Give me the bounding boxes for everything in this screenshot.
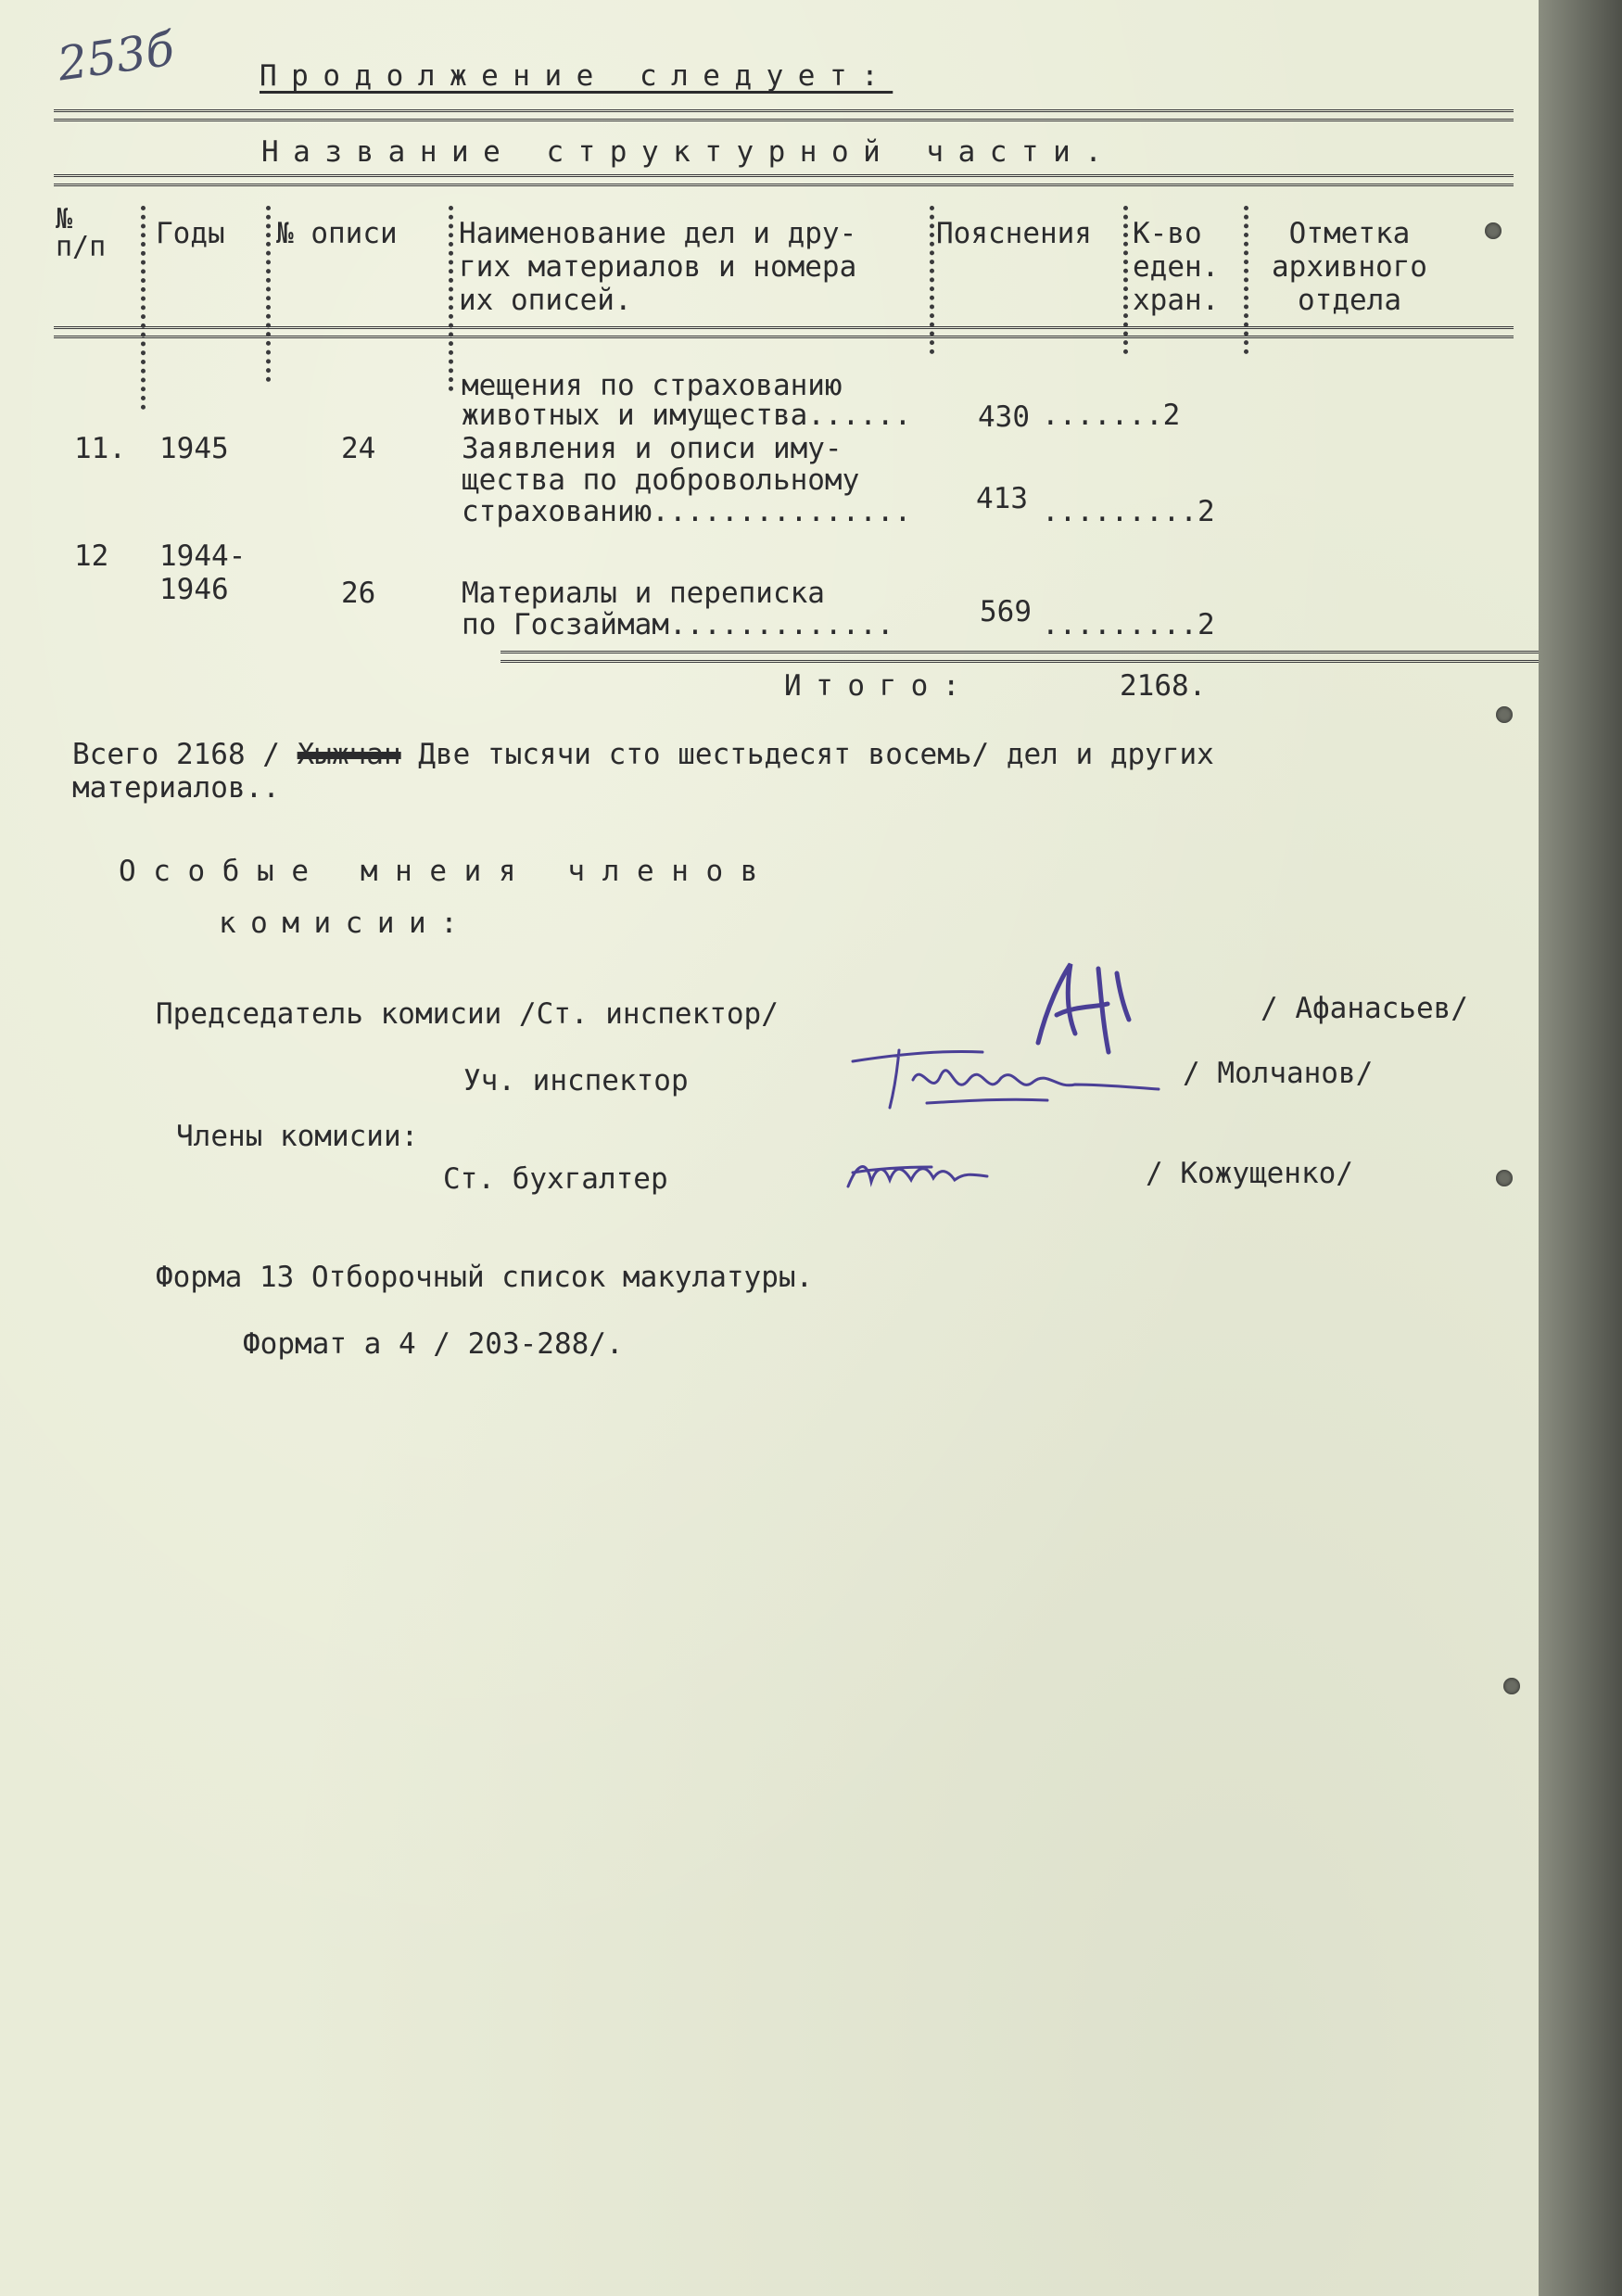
summary-line-2: материалов..: [72, 771, 280, 805]
divider-line: [54, 326, 1514, 329]
row-units: .........2: [1042, 608, 1215, 641]
binding-hole: [1485, 222, 1502, 239]
accountant-name: / Кожущенко/: [1146, 1157, 1353, 1190]
divider-line: [54, 184, 1514, 186]
column-header-notes: Пояснения: [936, 217, 1092, 250]
column-separator: [1123, 206, 1128, 354]
row-inventory: 26: [341, 577, 376, 610]
row-title-line: Заявления и описи иму-: [462, 432, 843, 465]
accountant-role: Ст. бухгалтер: [443, 1162, 668, 1196]
row-years: 1944- 1946: [159, 539, 247, 606]
inspector-name: / Молчанов/: [1183, 1057, 1374, 1090]
column-separator: [141, 206, 146, 410]
inspector-role: Уч. инспектор: [463, 1064, 689, 1097]
row-title-line: щества по добровольному: [462, 463, 860, 497]
column-header-years: Годы: [156, 217, 225, 250]
column-separator: [930, 206, 934, 354]
chair-role: Председатель комисии /Ст. инспектор/: [156, 997, 779, 1031]
row-units: .......2: [1042, 399, 1181, 432]
row-notes: 569: [980, 595, 1032, 628]
column-header-title: Наименование дел и дру- гих материалов и номера их описей.: [459, 217, 857, 317]
binding-hole: [1503, 1678, 1520, 1694]
opinions-heading: Особые мнеия членов: [119, 855, 776, 888]
row-title-line: мещения по страхованию: [462, 369, 843, 402]
summary-start: Всего 2168 /: [72, 738, 298, 771]
row-years: 1945: [159, 432, 229, 465]
row-title-line: по Госзаймам.............: [462, 608, 894, 641]
row-units: .........2: [1042, 495, 1215, 528]
binding-hole: [1496, 1170, 1513, 1186]
handwritten-page-number: 253б: [54, 21, 178, 92]
summary-line: [72, 738, 1214, 771]
column-header-units: К-во еден. хран.: [1133, 217, 1220, 317]
divider-line: [501, 651, 1557, 653]
column-separator: [266, 206, 271, 382]
chair-name: / Афанасьев/: [1261, 992, 1468, 1025]
members-label: Члены комисии:: [176, 1120, 419, 1153]
divider-line: [54, 119, 1514, 121]
form-line: Форма 13 Отборочный список макулатуры.: [156, 1261, 814, 1294]
row-title-line: Материалы и переписка: [462, 577, 825, 610]
row-number: 11.: [74, 432, 126, 465]
row-number: 12: [74, 539, 109, 573]
section-title: Название структурной части.: [261, 135, 1117, 169]
signature-molchanov: [843, 1034, 1168, 1112]
divider-line: [54, 336, 1514, 338]
row-inventory: 24: [341, 432, 376, 465]
binding-hole: [1496, 706, 1513, 723]
struck-word: Хыжчан: [297, 738, 401, 771]
column-separator: [449, 206, 453, 391]
column-header-inventory: № описи: [276, 217, 398, 250]
divider-line: [54, 109, 1514, 112]
total-label: Итого:: [784, 669, 974, 703]
opinions-heading-2: комисии:: [219, 907, 473, 940]
summary-end: Две тысячи сто шестьдесят восемь/ дел и других: [400, 738, 1214, 771]
column-header-mark: Отметка архивного отдела: [1272, 217, 1427, 317]
signature-kozhushchenko: [839, 1145, 1006, 1200]
total-value: 2168.: [1120, 669, 1207, 703]
column-header-no: № п/п: [56, 203, 107, 263]
divider-line: [501, 660, 1557, 663]
row-title-line: животных и имущества......: [462, 399, 912, 432]
row-notes: 413: [976, 482, 1028, 515]
row-notes: 430: [978, 400, 1030, 434]
format-line: Формат а 4 / 203-288/.: [243, 1327, 624, 1361]
column-separator: [1244, 206, 1248, 354]
continuation-heading: Продолжение следует:: [260, 59, 893, 93]
page-edge-shadow: [1539, 0, 1622, 2296]
row-title-line: страхованию...............: [462, 495, 912, 528]
divider-line: [54, 174, 1514, 177]
